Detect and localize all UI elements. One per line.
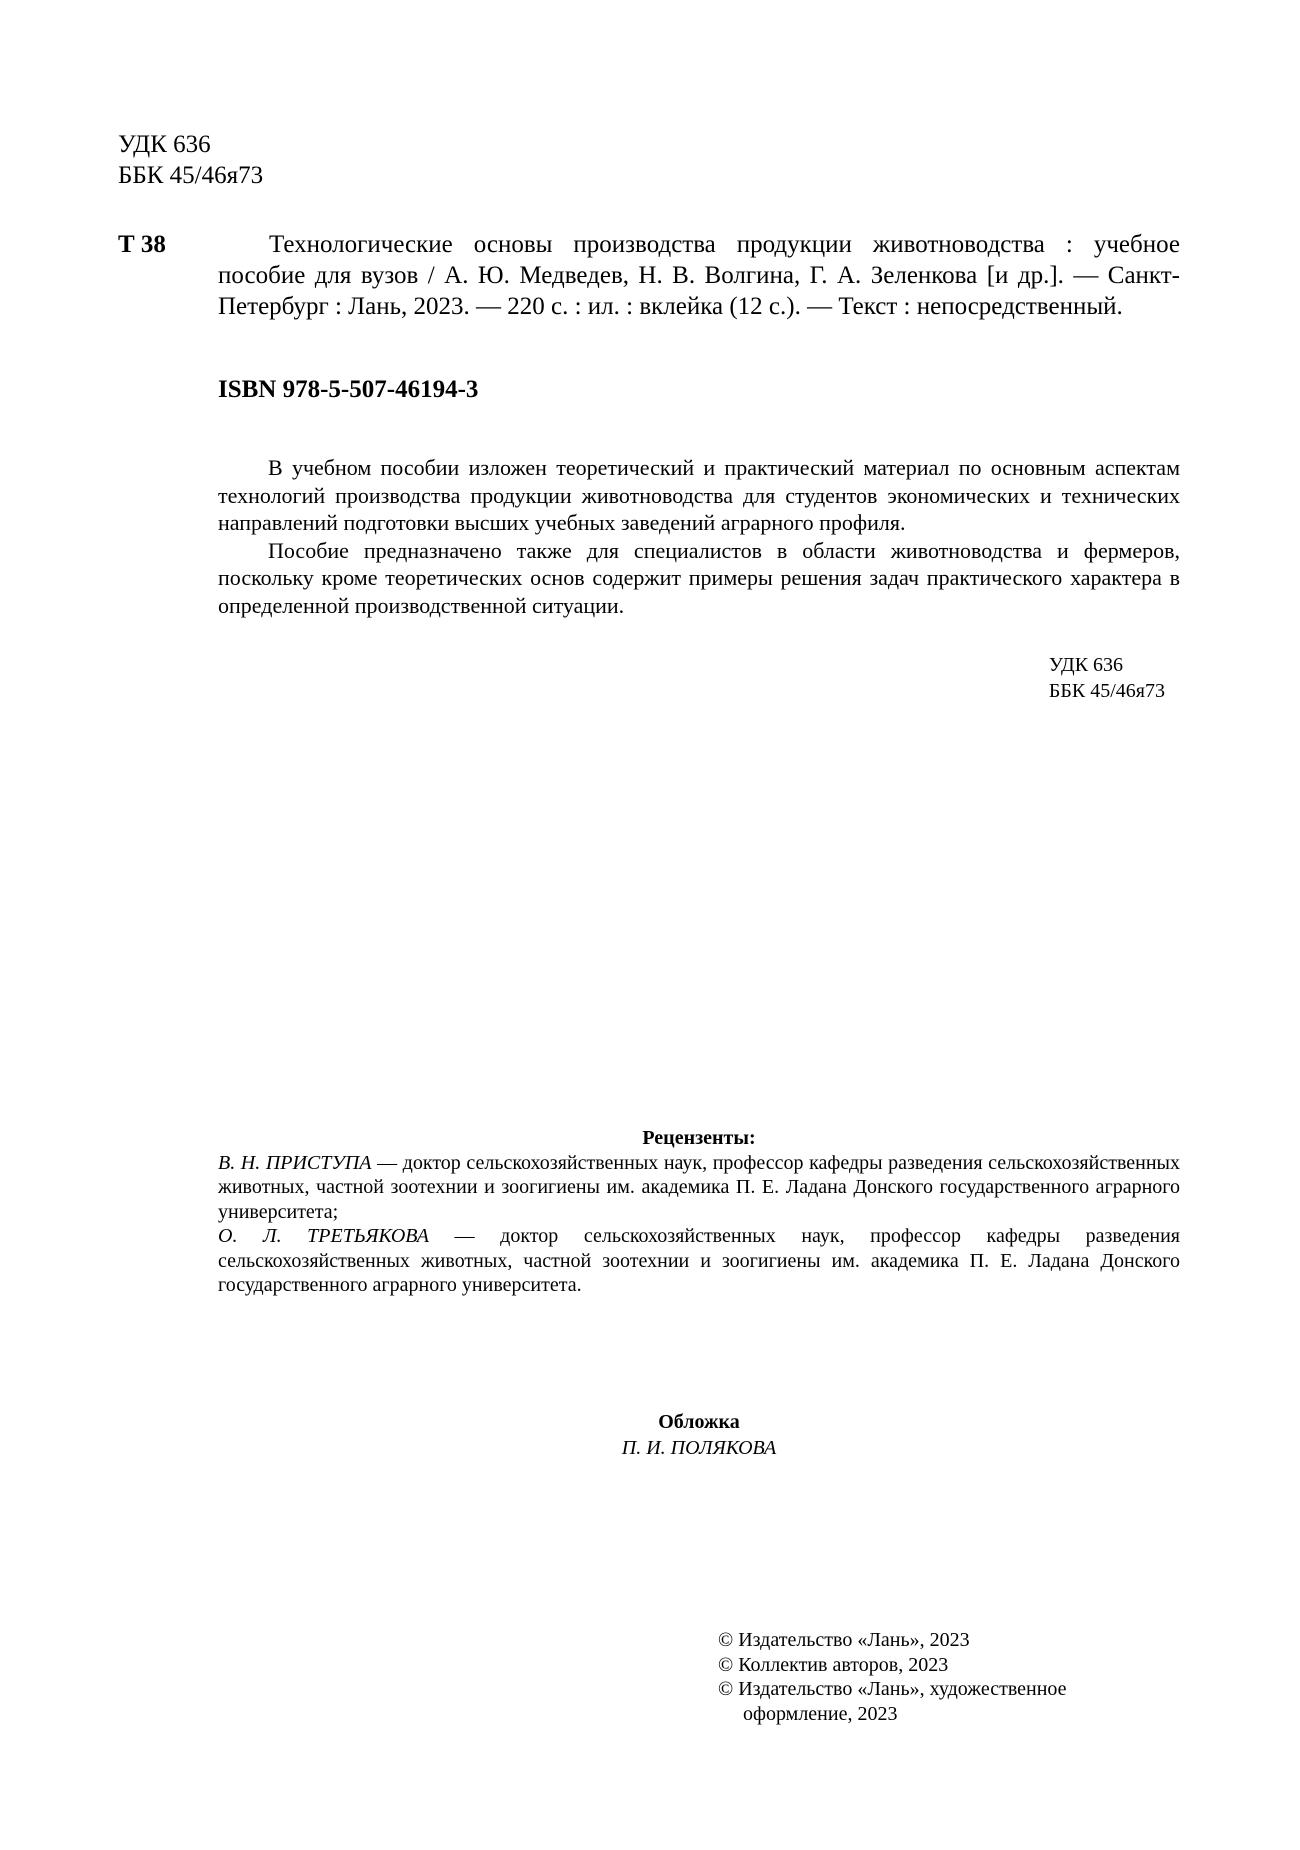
copyright-line-continuation: оформление, 2023 [743, 1702, 898, 1725]
copyright-line: © Коллектив авторов, 2023 [718, 1653, 949, 1676]
cover-designer-name: П. И. ПОЛЯКОВА [621, 1437, 777, 1459]
copyright-block [718, 1628, 1178, 1726]
bbk-code-bottom: ББК 45/46я73 [1048, 680, 1165, 702]
bottom-classification-codes [1049, 652, 1165, 704]
reviewer-description: — доктор сельскохозяйственных наук, профессор кафедры разведения сельскохозяйственных животных, частной зоотехнии и зоогигиены им. академика П. Е. Ладана Донского государственного аграрного университета; [218, 1151, 1180, 1223]
annotation-paragraph: Пособие предназначено также для специалистов в области животноводства и фермеров, поскольку кроме теоретических основ содержит примеры решения задач практического характера в определенной производственной ситуации. [218, 537, 1180, 618]
reviewers-title: Рецензенты: [642, 1127, 756, 1149]
reviewer-entry [218, 1151, 1180, 1225]
reviewer-entry [218, 1224, 1180, 1298]
reviewer-description: — доктор сельскохозяйственных наук, профессор кафедры разведения сельскохозяйственных животных, частной зоотехнии и зоогигиены им. академика П. Е. Ладана Донского государственного аграрного университета. [218, 1225, 1180, 1296]
copyright-line: © Издательство «Лань», 2023 [718, 1629, 970, 1651]
udk-code-bottom: УДК 636 [1048, 654, 1124, 676]
reviewer-name: О. Л. ТРЕТЬЯКОВА [218, 1225, 429, 1247]
copyright-line: © Издательство «Лань», художественное [718, 1678, 1067, 1700]
cover-credit [218, 1409, 1180, 1461]
top-classification-codes [118, 129, 263, 191]
reviewer-name: В. Н. ПРИСТУПА [218, 1151, 372, 1174]
udk-code: УДК 636 [118, 131, 211, 158]
annotation [218, 454, 1180, 619]
isbn: ISBN 978-5-507-46194-3 [218, 376, 479, 403]
annotation-paragraph: В учебном пособии изложен теоретический и практический материал по основным аспектам технологий производства продукции животноводства для студентов экономических и технических направлений подготовки высших учебных заведений аграрного профиля. [218, 455, 1180, 535]
reviewers-section [218, 1126, 1180, 1298]
bibliographic-description: Технологические основы производства продукции животноводства : учебное пособие для вузов / А. Ю. Медведев, Н. В. Волгина, Г. А. Зеленкова [и др.]. — Санкт-Петербург : Лань, 2023. — 220 с. : ил. : вклейка (12 с.). — Текст : непосредственный. [218, 231, 1180, 320]
bbk-code: ББК 45/46я73 [118, 162, 264, 189]
author-mark: Т 38 [118, 231, 166, 258]
cover-title: Обложка [658, 1411, 740, 1433]
